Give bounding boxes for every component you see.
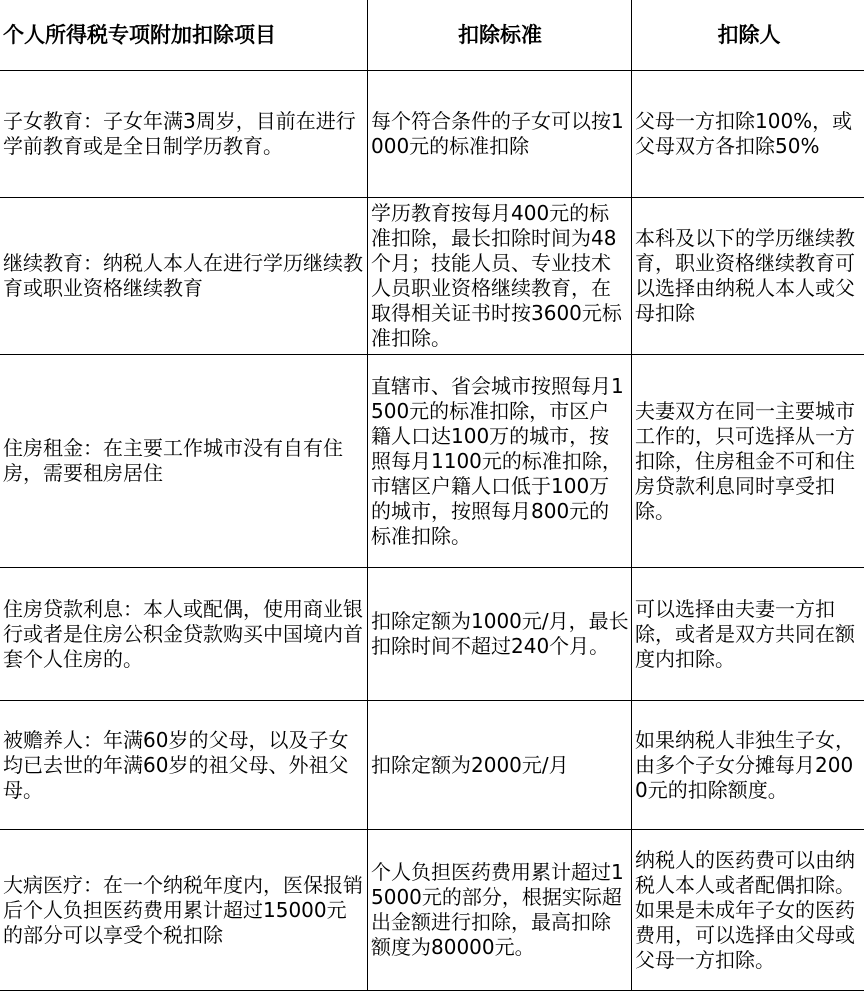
table-row — [0, 830, 864, 991]
item-cell: 继续教育：纳税人本人在进行学历继续教育或职业资格继续教育 — [0, 198, 368, 355]
person-cell: 夫妻双方在同一主要城市工作的，只可选择从一方扣除，住房租金不可和住房贷款利息同时享受扣除。 — [632, 355, 864, 568]
table-row — [0, 198, 864, 355]
person-cell: 纳税人的医药费可以由纳税人本人或者配偶扣除。如果是未成年子女的医药费用，可以选择由父母或父母一方扣除。 — [632, 830, 864, 991]
person-cell: 父母一方扣除100%，或父母双方各扣除50% — [632, 71, 864, 198]
standard-cell: 个人负担医药费用累计超过15000元的部分，根据实际超出金额进行扣除，最高扣除额度为80000元。 — [368, 830, 632, 991]
item-cell: 子女教育：子女年满3周岁，目前在进行学前教育或是全日制学历教育。 — [0, 71, 368, 198]
table-row — [0, 71, 864, 198]
header-item: 个人所得税专项附加扣除项目 — [0, 0, 368, 71]
person-cell: 可以选择由夫妻一方扣除，或者是双方共同在额度内扣除。 — [632, 568, 864, 701]
standard-cell: 每个符合条件的子女可以按1000元的标准扣除 — [368, 71, 632, 198]
header-standard: 扣除标准 — [368, 0, 632, 71]
standard-cell: 学历教育按每月400元的标准扣除，最长扣除时间为48个月；技能人员、专业技术人员职业资格继续教育，在取得相关证书时按3600元标准扣除。 — [368, 198, 632, 355]
item-cell: 住房租金：在主要工作城市没有自有住房，需要租房居住 — [0, 355, 368, 568]
standard-cell: 扣除定额为1000元/月，最长扣除时间不超过240个月。 — [368, 568, 632, 701]
header-row — [0, 0, 864, 71]
person-cell: 本科及以下的学历继续教育，职业资格继续教育可以选择由纳税人本人或父母扣除 — [632, 198, 864, 355]
item-cell: 大病医疗：在一个纳税年度内，医保报销后个人负担医药费用累计超过15000元的部分可以享受个税扣除 — [0, 830, 368, 991]
item-cell: 住房贷款利息：本人或配偶，使用商业银行或者是住房公积金贷款购买中国境内首套个人住房的。 — [0, 568, 368, 701]
standard-cell: 扣除定额为2000元/月 — [368, 701, 632, 830]
item-cell: 被赡养人：年满60岁的父母，以及子女均已去世的年满60岁的祖父母、外祖父母。 — [0, 701, 368, 830]
table-row — [0, 568, 864, 701]
table-row — [0, 701, 864, 830]
standard-cell: 直辖市、省会城市按照每月1500元的标准扣除，市区户籍人口达100万的城市，按照每月1100元的标准扣除，市辖区户籍人口低于100万的城市，按照每月800元的标准扣除。 — [368, 355, 632, 568]
header-person: 扣除人 — [632, 0, 864, 71]
person-cell: 如果纳税人非独生子女，由多个子女分摊每月2000元的扣除额度。 — [632, 701, 864, 830]
table-row — [0, 355, 864, 568]
